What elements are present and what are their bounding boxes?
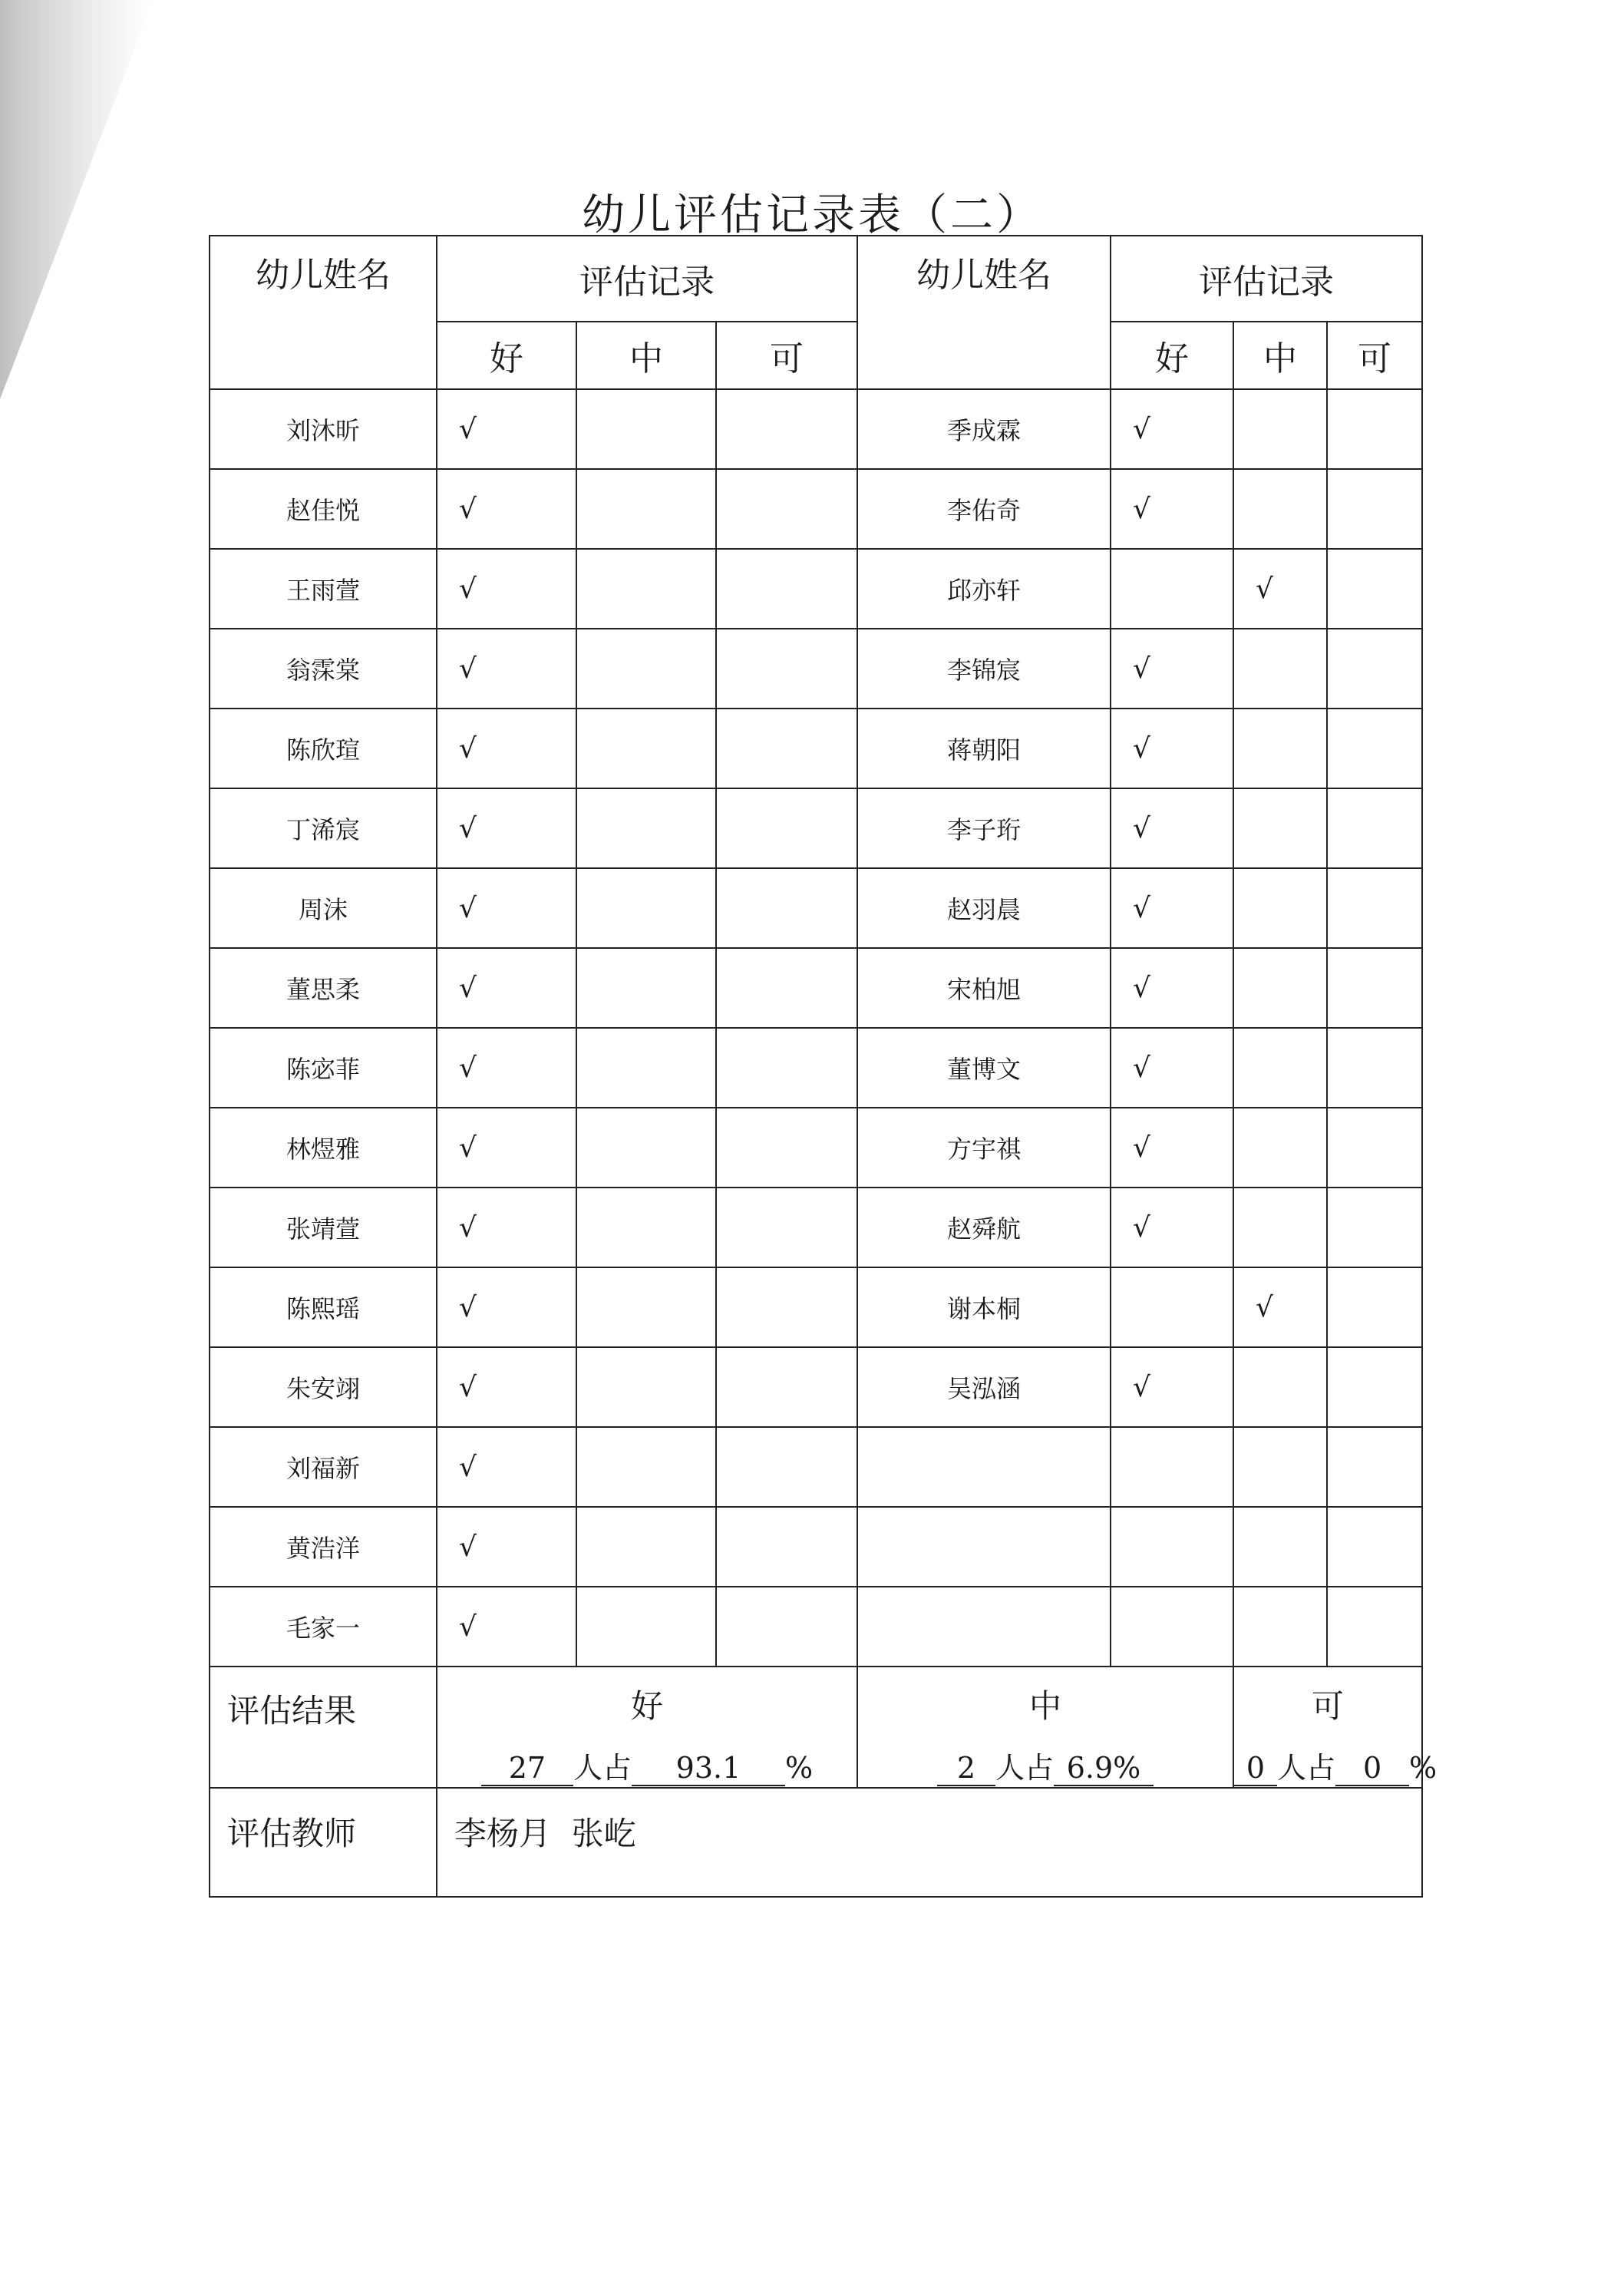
student-row bbox=[210, 1347, 1422, 1427]
result-fair-count: 0 bbox=[1234, 1752, 1277, 1786]
student-name-left: 林煜雅 bbox=[210, 1108, 437, 1188]
student-name-right bbox=[857, 1507, 1111, 1587]
grade-cell-good-left bbox=[437, 1347, 576, 1427]
check-mark-icon: √ bbox=[459, 1610, 477, 1643]
student-name-left: 陈宓菲 bbox=[210, 1028, 437, 1108]
grade-cell-fair-right bbox=[1327, 1028, 1422, 1108]
check-mark-icon: √ bbox=[459, 892, 477, 924]
grade-cell-good-left bbox=[437, 1188, 576, 1267]
result-fair-percent-sign: % bbox=[1409, 1751, 1438, 1785]
grade-cell-medium-left bbox=[576, 469, 716, 549]
student-name-right: 宋柏旭 bbox=[857, 948, 1111, 1028]
grade-cell-medium-left bbox=[576, 788, 716, 868]
header-grade-fair-left: 可 bbox=[716, 322, 857, 389]
result-good-count: 27 bbox=[481, 1752, 573, 1786]
result-good-people-text: 人占 bbox=[573, 1751, 632, 1785]
grade-cell-medium-right bbox=[1233, 629, 1327, 709]
grade-cell-good-left bbox=[437, 1427, 576, 1507]
check-mark-icon: √ bbox=[459, 1131, 477, 1164]
grade-cell-fair-left bbox=[716, 389, 857, 469]
header-record-left: 评估记录 bbox=[437, 236, 857, 322]
check-mark-icon: √ bbox=[459, 732, 477, 765]
header-grade-good-left: 好 bbox=[437, 322, 576, 389]
student-name-right bbox=[857, 1587, 1111, 1667]
grade-cell-medium-left bbox=[576, 549, 716, 629]
student-name-right: 吴泓涵 bbox=[857, 1347, 1111, 1427]
grade-cell-medium-right bbox=[1233, 1028, 1327, 1108]
grade-cell-medium-left bbox=[576, 629, 716, 709]
grade-cell-fair-right bbox=[1327, 1427, 1422, 1507]
student-row bbox=[210, 788, 1422, 868]
check-mark-icon: √ bbox=[459, 1211, 477, 1244]
grade-cell-good-right bbox=[1111, 1427, 1233, 1507]
grade-cell-medium-right bbox=[1233, 1587, 1327, 1667]
student-name-right: 赵舜航 bbox=[857, 1188, 1111, 1267]
result-fair-people-text: 人占 bbox=[1277, 1751, 1336, 1785]
result-fair bbox=[1233, 1667, 1438, 1788]
check-mark-icon: √ bbox=[459, 1052, 477, 1084]
student-name-right: 李锦宸 bbox=[857, 629, 1111, 709]
grade-cell-fair-right bbox=[1327, 1267, 1422, 1347]
grade-cell-good-right bbox=[1111, 1028, 1233, 1108]
grade-cell-fair-right bbox=[1327, 709, 1422, 788]
result-good bbox=[437, 1667, 857, 1788]
grade-cell-medium-right bbox=[1233, 1108, 1327, 1188]
grade-cell-fair-right bbox=[1327, 788, 1422, 868]
check-mark-icon: √ bbox=[459, 493, 477, 525]
student-name-right: 方宇祺 bbox=[857, 1108, 1111, 1188]
student-row bbox=[210, 1267, 1422, 1347]
student-name-left: 刘沐昕 bbox=[210, 389, 437, 469]
grade-cell-good-right bbox=[1111, 1108, 1233, 1188]
student-name-left: 周沫 bbox=[210, 868, 437, 948]
grade-cell-good-right bbox=[1111, 788, 1233, 868]
grade-cell-good-right bbox=[1111, 1347, 1233, 1427]
check-mark-icon: √ bbox=[459, 1531, 477, 1563]
student-row bbox=[210, 629, 1422, 709]
grade-cell-fair-left bbox=[716, 469, 857, 549]
result-medium-count: 2 bbox=[937, 1752, 995, 1786]
student-row bbox=[210, 1108, 1422, 1188]
teacher-row bbox=[210, 1788, 1422, 1897]
check-mark-icon: √ bbox=[1256, 1291, 1273, 1323]
grade-cell-fair-left bbox=[716, 1587, 857, 1667]
student-row bbox=[210, 1507, 1422, 1587]
result-medium-percent: 6.9% bbox=[1054, 1752, 1154, 1786]
grade-cell-medium-right bbox=[1233, 948, 1327, 1028]
grade-cell-medium-right bbox=[1233, 868, 1327, 948]
grade-cell-good-left bbox=[437, 1108, 576, 1188]
grade-cell-medium-left bbox=[576, 709, 716, 788]
results-label: 评估结果 bbox=[210, 1667, 437, 1788]
grade-cell-good-left bbox=[437, 1587, 576, 1667]
grade-cell-fair-left bbox=[716, 709, 857, 788]
grade-cell-fair-left bbox=[716, 549, 857, 629]
header-grade-medium-left: 中 bbox=[576, 322, 716, 389]
student-name-right: 董博文 bbox=[857, 1028, 1111, 1108]
check-mark-icon: √ bbox=[1133, 1371, 1150, 1403]
check-mark-icon: √ bbox=[459, 1291, 477, 1323]
student-name-left: 翁霂棠 bbox=[210, 629, 437, 709]
check-mark-icon: √ bbox=[459, 1371, 477, 1403]
grade-cell-good-left bbox=[437, 948, 576, 1028]
grade-cell-fair-right bbox=[1327, 389, 1422, 469]
result-medium-grade: 中 bbox=[1029, 1687, 1062, 1725]
grade-cell-good-right bbox=[1111, 1188, 1233, 1267]
grade-cell-fair-left bbox=[716, 629, 857, 709]
grade-cell-good-left bbox=[437, 709, 576, 788]
grade-cell-fair-right bbox=[1327, 1347, 1422, 1427]
header-grade-medium-right: 中 bbox=[1233, 322, 1327, 389]
grade-cell-medium-left bbox=[576, 1507, 716, 1587]
grade-cell-medium-right bbox=[1233, 549, 1327, 629]
student-name-right: 赵羽晨 bbox=[857, 868, 1111, 948]
student-name-right: 谢本桐 bbox=[857, 1267, 1111, 1347]
student-name-left: 黄浩洋 bbox=[210, 1507, 437, 1587]
check-mark-icon: √ bbox=[1133, 812, 1150, 844]
check-mark-icon: √ bbox=[459, 573, 477, 605]
grade-cell-fair-left bbox=[716, 1267, 857, 1347]
grade-cell-good-right bbox=[1111, 1587, 1233, 1667]
grade-cell-good-left bbox=[437, 788, 576, 868]
grade-cell-fair-right bbox=[1327, 868, 1422, 948]
student-name-right bbox=[857, 1427, 1111, 1507]
student-row bbox=[210, 1427, 1422, 1507]
result-medium bbox=[857, 1667, 1233, 1788]
student-name-right: 李子珩 bbox=[857, 788, 1111, 868]
student-row bbox=[210, 1587, 1422, 1667]
result-good-percent: 93.1 bbox=[632, 1752, 785, 1786]
check-mark-icon: √ bbox=[1133, 732, 1150, 765]
student-name-right: 蒋朝阳 bbox=[857, 709, 1111, 788]
grade-cell-fair-left bbox=[716, 948, 857, 1028]
grade-cell-good-right bbox=[1111, 1507, 1233, 1587]
grade-cell-medium-right bbox=[1233, 1507, 1327, 1587]
grade-cell-fair-left bbox=[716, 1108, 857, 1188]
grade-cell-fair-left bbox=[716, 1427, 857, 1507]
grade-cell-good-left bbox=[437, 549, 576, 629]
check-mark-icon: √ bbox=[1133, 1052, 1150, 1084]
grade-cell-fair-left bbox=[716, 788, 857, 868]
grade-cell-good-right bbox=[1111, 389, 1233, 469]
grade-cell-good-right bbox=[1111, 709, 1233, 788]
check-mark-icon: √ bbox=[459, 1451, 477, 1483]
grade-cell-medium-left bbox=[576, 1267, 716, 1347]
grade-cell-medium-left bbox=[576, 1427, 716, 1507]
student-name-left: 刘福新 bbox=[210, 1427, 437, 1507]
student-name-left: 朱安翊 bbox=[210, 1347, 437, 1427]
grade-cell-medium-right bbox=[1233, 788, 1327, 868]
check-mark-icon: √ bbox=[459, 972, 477, 1004]
check-mark-icon: √ bbox=[459, 812, 477, 844]
header-grade-good-right: 好 bbox=[1111, 322, 1233, 389]
grade-cell-medium-right bbox=[1233, 389, 1327, 469]
check-mark-icon: √ bbox=[1133, 413, 1150, 445]
teacher-names: 李杨月 张屹 bbox=[437, 1788, 1422, 1897]
grade-cell-medium-left bbox=[576, 868, 716, 948]
student-name-left: 赵佳悦 bbox=[210, 469, 437, 549]
header-name-left: 幼儿姓名 bbox=[210, 236, 437, 389]
grade-cell-good-left bbox=[437, 469, 576, 549]
check-mark-icon: √ bbox=[1133, 892, 1150, 924]
student-name-left: 丁浠宸 bbox=[210, 788, 437, 868]
student-row bbox=[210, 868, 1422, 948]
grade-cell-medium-left bbox=[576, 1188, 716, 1267]
check-mark-icon: √ bbox=[459, 413, 477, 445]
grade-cell-fair-left bbox=[716, 1188, 857, 1267]
grade-cell-good-right bbox=[1111, 1267, 1233, 1347]
evaluation-table bbox=[209, 235, 1438, 1898]
document-title: 幼儿评估记录表（二） bbox=[582, 190, 1042, 240]
grade-cell-fair-right bbox=[1327, 629, 1422, 709]
result-medium-people-text: 人占 bbox=[995, 1751, 1055, 1785]
student-row bbox=[210, 709, 1422, 788]
result-good-percent-sign: % bbox=[784, 1751, 814, 1785]
student-name-right: 邱亦轩 bbox=[857, 549, 1111, 629]
grade-cell-good-right bbox=[1111, 469, 1233, 549]
check-mark-icon: √ bbox=[1133, 972, 1150, 1004]
grade-cell-medium-right bbox=[1233, 1188, 1327, 1267]
result-fair-percent: 0 bbox=[1335, 1752, 1409, 1786]
results-row bbox=[210, 1667, 1422, 1788]
header-record-right: 评估记录 bbox=[1111, 236, 1422, 322]
grade-cell-good-left bbox=[437, 389, 576, 469]
grade-cell-fair-left bbox=[716, 1507, 857, 1587]
grade-cell-fair-left bbox=[716, 1028, 857, 1108]
check-mark-icon: √ bbox=[459, 652, 477, 685]
student-row bbox=[210, 1028, 1422, 1108]
grade-cell-fair-right bbox=[1327, 549, 1422, 629]
grade-cell-good-left bbox=[437, 868, 576, 948]
grade-cell-fair-right bbox=[1327, 1108, 1422, 1188]
student-row bbox=[210, 549, 1422, 629]
student-name-left: 毛家一 bbox=[210, 1587, 437, 1667]
student-row bbox=[210, 469, 1422, 549]
grade-cell-good-left bbox=[437, 1028, 576, 1108]
student-name-right: 李佑奇 bbox=[857, 469, 1111, 549]
grade-cell-good-right bbox=[1111, 868, 1233, 948]
student-name-right: 季成霖 bbox=[857, 389, 1111, 469]
student-row bbox=[210, 1188, 1422, 1267]
grade-cell-medium-left bbox=[576, 389, 716, 469]
grade-cell-fair-right bbox=[1327, 948, 1422, 1028]
check-mark-icon: √ bbox=[1256, 573, 1273, 605]
grade-cell-medium-right bbox=[1233, 1427, 1327, 1507]
grade-cell-medium-right bbox=[1233, 1267, 1327, 1347]
grade-cell-medium-left bbox=[576, 1347, 716, 1427]
student-row bbox=[210, 948, 1422, 1028]
header-name-right: 幼儿姓名 bbox=[857, 236, 1111, 389]
grade-cell-fair-right bbox=[1327, 469, 1422, 549]
check-mark-icon: √ bbox=[1133, 652, 1150, 685]
student-name-left: 陈熙瑶 bbox=[210, 1267, 437, 1347]
student-name-left: 王雨萱 bbox=[210, 549, 437, 629]
header-grade-fair-right: 可 bbox=[1327, 322, 1422, 389]
grade-cell-good-right bbox=[1111, 629, 1233, 709]
teacher-label: 评估教师 bbox=[210, 1788, 437, 1897]
check-mark-icon: √ bbox=[1133, 1211, 1150, 1244]
grade-cell-good-left bbox=[437, 1267, 576, 1347]
result-fair-grade: 可 bbox=[1312, 1687, 1345, 1725]
grade-cell-medium-right bbox=[1233, 709, 1327, 788]
grade-cell-fair-right bbox=[1327, 1188, 1422, 1267]
student-row bbox=[210, 389, 1422, 469]
grade-cell-medium-right bbox=[1233, 469, 1327, 549]
grade-cell-good-left bbox=[437, 629, 576, 709]
grade-cell-medium-left bbox=[576, 1028, 716, 1108]
grade-cell-medium-left bbox=[576, 1108, 716, 1188]
grade-cell-fair-left bbox=[716, 868, 857, 948]
header-row-main bbox=[210, 236, 1422, 322]
grade-cell-medium-left bbox=[576, 948, 716, 1028]
result-good-grade: 好 bbox=[631, 1687, 664, 1725]
grade-cell-medium-right bbox=[1233, 1347, 1327, 1427]
grade-cell-fair-left bbox=[716, 1347, 857, 1427]
grade-cell-good-right bbox=[1111, 549, 1233, 629]
check-mark-icon: √ bbox=[1133, 493, 1150, 525]
student-name-left: 陈欣瑄 bbox=[210, 709, 437, 788]
grade-cell-good-left bbox=[437, 1507, 576, 1587]
student-name-left: 张靖萱 bbox=[210, 1188, 437, 1267]
grade-cell-good-right bbox=[1111, 948, 1233, 1028]
grade-cell-fair-right bbox=[1327, 1587, 1422, 1667]
check-mark-icon: √ bbox=[1133, 1131, 1150, 1164]
grade-cell-fair-right bbox=[1327, 1507, 1422, 1587]
student-name-left: 董思柔 bbox=[210, 948, 437, 1028]
grade-cell-medium-left bbox=[576, 1587, 716, 1667]
